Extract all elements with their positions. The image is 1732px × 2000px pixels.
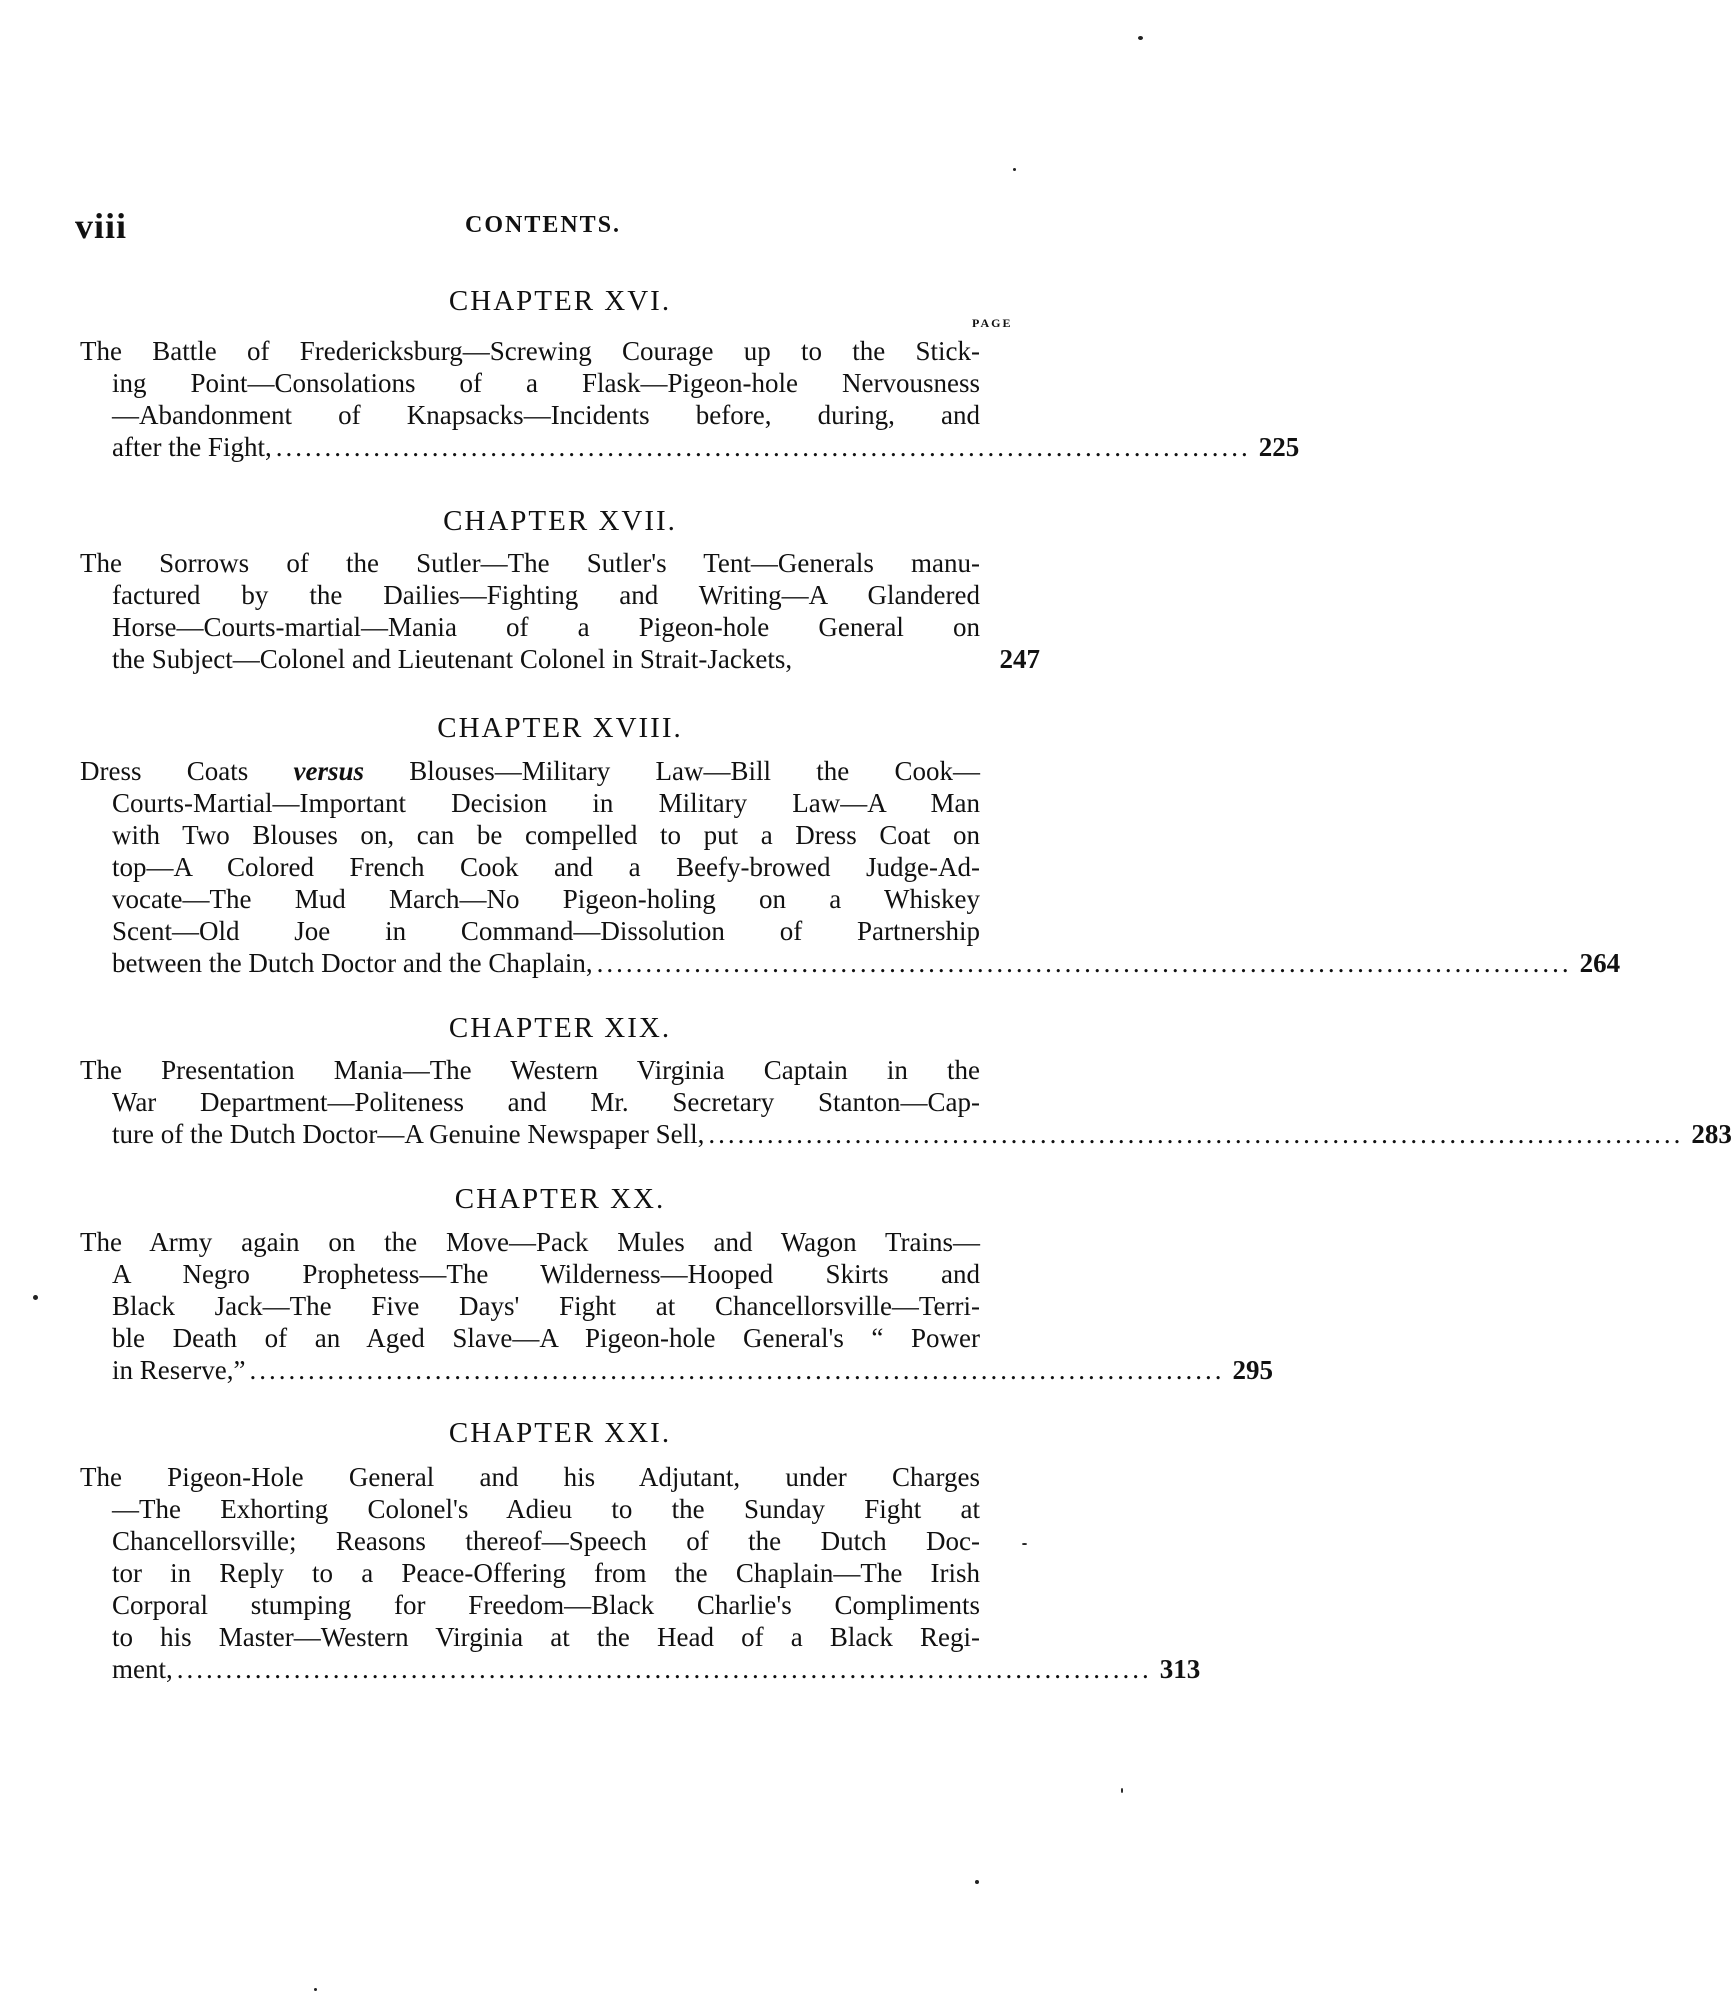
scan-speck <box>1013 168 1016 171</box>
entry-line: War Department—Politeness and Mr. Secretary Stanton—Cap- <box>112 1087 980 1117</box>
entry-line-part: Dress Coats <box>80 756 294 786</box>
page-ref: 295 <box>1232 1355 1273 1385</box>
chapter-title: CHAPTER XIX. <box>448 1012 672 1044</box>
italic-word: versus <box>293 756 365 786</box>
entry-last-line <box>112 1354 1273 1386</box>
scan-speck <box>1138 36 1143 40</box>
page-number: viii <box>75 206 128 246</box>
running-title: CONTENTS. <box>465 212 622 238</box>
dot-leader: .................................................................................................... <box>275 432 1251 462</box>
page-ref: 225 <box>1258 432 1300 462</box>
entry-line: Scent—Old Joe in Command—Dissolution of Partnership <box>112 916 980 946</box>
entry-line: Courts-Martial—Important Decision in Military Law—A Man <box>112 788 980 818</box>
entry-line: factured by the Dailies—Fighting and Writing—A Glandered <box>112 580 980 610</box>
entry-last-line <box>112 1653 1201 1685</box>
chapter-title: CHAPTER XX. <box>454 1183 666 1215</box>
entry-line: to his Master—Western Virginia at the Head of a Black Regi- <box>112 1622 980 1652</box>
page-column-label: PAGE <box>972 316 1013 330</box>
entry-line: between the Dutch Doctor and the Chaplain, <box>112 948 593 978</box>
scan-speck <box>975 1880 979 1884</box>
chapter-title: CHAPTER XVI. <box>448 285 672 317</box>
page-ref: 264 <box>1579 948 1621 978</box>
entry-line: the Subject—Colonel and Lieutenant Colonel in Strait-Jackets, <box>112 644 793 674</box>
chapter-title: CHAPTER XVIII. <box>437 712 683 744</box>
entry-line: in Reserve,” <box>112 1355 246 1385</box>
entry-last-line <box>112 643 1040 675</box>
entry-line: The Army again on the Move—Pack Mules and Wagon Trains— <box>80 1227 980 1257</box>
entry-line: with Two Blouses on, can be compelled to put a Dress Coat on <box>112 820 980 850</box>
scan-speck <box>1121 1788 1123 1793</box>
entry-line: —The Exhorting Colonel's Adieu to the Sunday Fight at <box>112 1494 980 1524</box>
entry-line: Horse—Courts-martial—Mania of a Pigeon-hole General on <box>112 612 980 642</box>
page-ref: 313 <box>1159 1654 1201 1684</box>
page-ref: 283 <box>1691 1119 1732 1149</box>
dot-leader: .................................................................................................... <box>176 1654 1152 1684</box>
entry-line: ing Point—Consolations of a Flask—Pigeon-hole Nervousness <box>112 368 980 398</box>
dot-leader <box>792 643 995 675</box>
scan-speck <box>33 1295 38 1300</box>
entry-last-line <box>112 947 1621 979</box>
dot-leader: .................................................................................................... <box>596 948 1572 978</box>
entry-line: The Pigeon-Hole General and his Adjutant, under Charges <box>80 1462 980 1492</box>
entry-line: after the Fight, <box>112 432 272 462</box>
entry-line: A Negro Prophetess—The Wilderness—Hooped Skirts and <box>112 1259 980 1289</box>
entry-line: top—A Colored French Cook and a Beefy-browed Judge-Ad- <box>112 852 980 882</box>
dot-leader: .................................................................................................... <box>249 1355 1225 1385</box>
entry-line: Chancellorsville; Reasons thereof—Speech of the Dutch Doc- <box>112 1526 980 1556</box>
entry-last-line <box>112 431 1300 463</box>
dot-leader: .................................................................................................... <box>708 1119 1684 1149</box>
entry-line: Black Jack—The Five Days' Fight at Chancellorsville—Terri- <box>112 1291 980 1321</box>
entry-line: vocate—The Mud March—No Pigeon-holing on a Whiskey <box>112 884 980 914</box>
entry-line: Corporal stumping for Freedom—Black Charlie's Compliments <box>112 1590 980 1620</box>
chapter-title: CHAPTER XVII. <box>443 505 677 537</box>
entry-last-line <box>112 1118 1732 1150</box>
entry-line-part: Blouses—Military Law—Bill the Cook— <box>364 756 980 786</box>
entry-line: The Presentation Mania—The Western Virginia Captain in the <box>80 1055 980 1085</box>
entry-line: The Sorrows of the Sutler—The Sutler's Tent—Generals manu- <box>80 548 980 578</box>
scan-speck <box>1022 1543 1027 1545</box>
entry-line: ment, <box>112 1654 173 1684</box>
entry-line: The Battle of Fredericksburg—Screwing Courage up to the Stick- <box>80 336 980 366</box>
chapter-title: CHAPTER XXI. <box>448 1417 672 1449</box>
entry-line: —Abandonment of Knapsacks—Incidents before, during, and <box>112 400 980 430</box>
entry-line: ture of the Dutch Doctor—A Genuine Newspaper Sell, <box>112 1119 705 1149</box>
scan-speck <box>314 1988 317 1991</box>
entry-line: ble Death of an Aged Slave—A Pigeon-hole General's “ Power <box>112 1323 980 1353</box>
entry-line <box>80 755 980 787</box>
entry-line: tor in Reply to a Peace-Offering from the Chaplain—The Irish <box>112 1558 980 1588</box>
page-ref: 247 <box>999 644 1040 674</box>
